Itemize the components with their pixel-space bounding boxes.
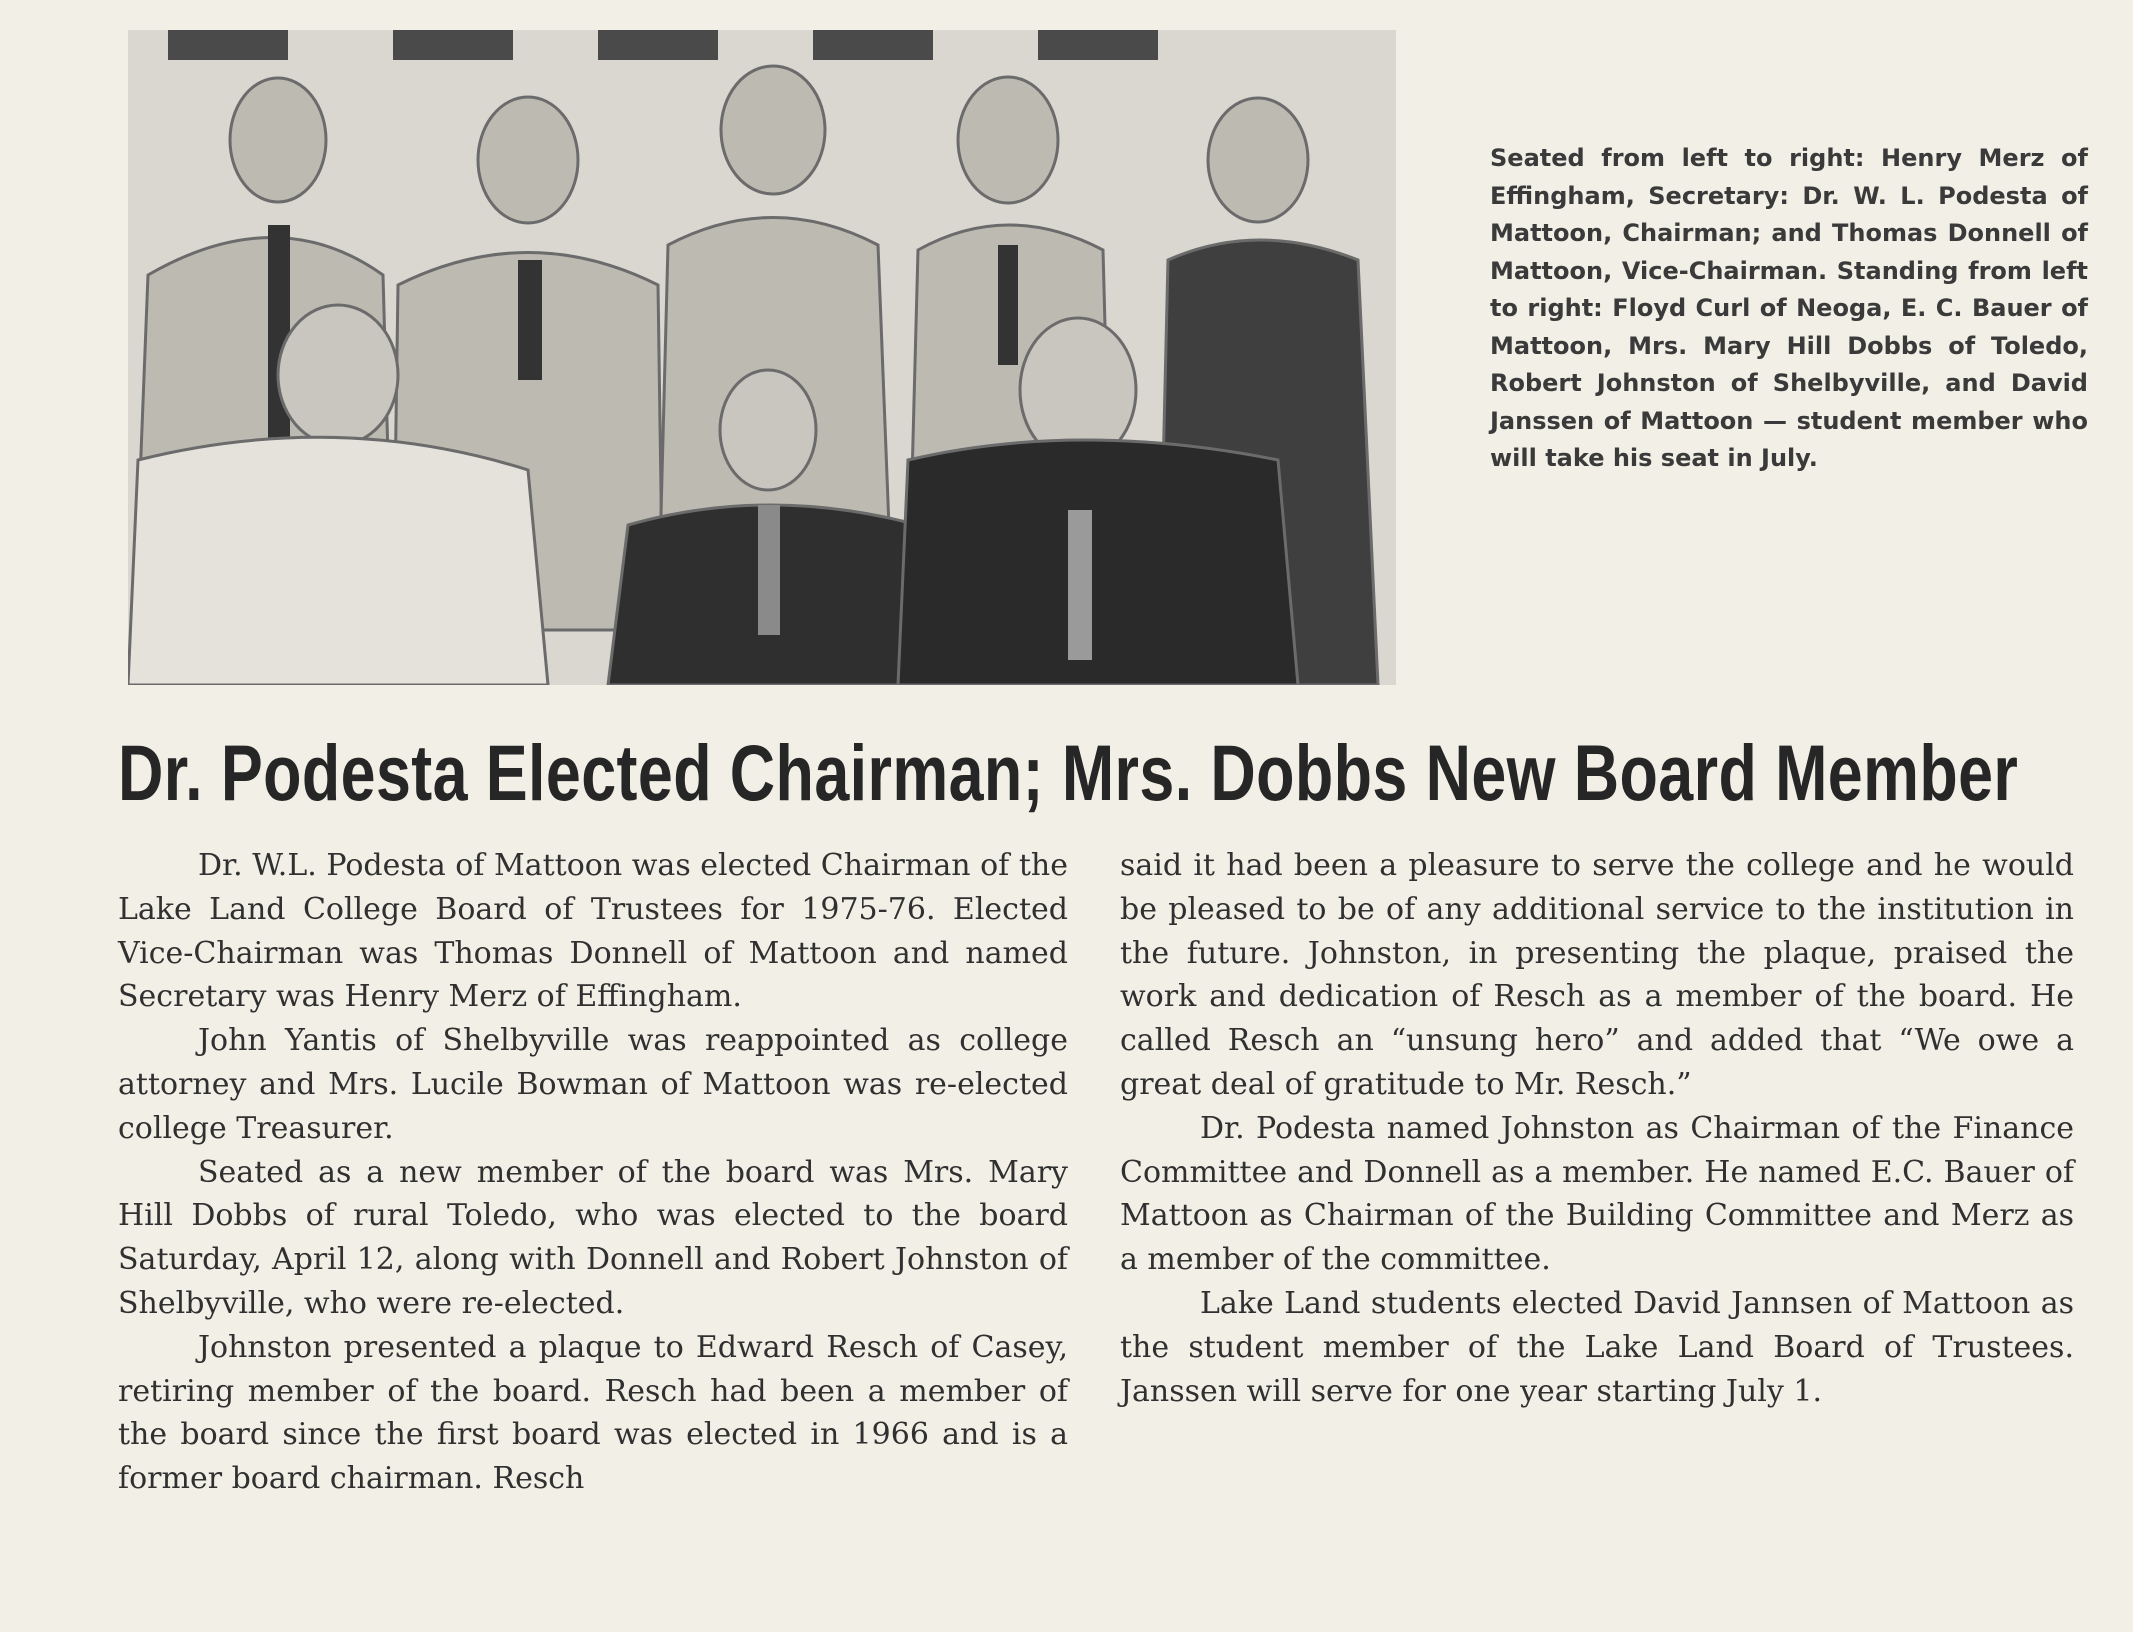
article-paragraph: Dr. Podesta named Johnston as Chairman of the Finance Committee and Donnell as a member. He named E.C. Bauer of Mattoon as Chairman of the Building Committee and Merz as a member of the committee. [1120,1110,2074,1278]
photo-caption [1490,140,2088,478]
article-column-right [1120,844,2074,1413]
group-photo-image [128,30,1396,685]
article-paragraph: John Yantis of Shelbyville was reappointed as college attorney and Mrs. Lucile Bowman of Mattoon was re-elected college Treasurer. [118,1023,1068,1146]
article-paragraph: Dr. W.L. Podesta of Mattoon was elected Chairman of the Lake Land College Board of Trustees for 1975-76. Elected Vice-Chairman was Thomas Donnell of Mattoon and named Secretary was Henry Merz of Effingham. [118,848,1068,1015]
group-photo [128,30,1396,685]
photo-caption-text: Seated from left to right: Henry Merz of Effingham, Secretary: Dr. W. L. Podesta of Mattoon, Chairman; and Thomas Donnell of Mattoon, Vice-Chairman. Standing from left to right: Floyd Curl of Neoga, E. C. Bauer of Mattoon, Mrs. Mary Hill Dobbs of Toledo, Robert Johnston of Shelbyville, and David Janssen of Mattoon — student member who will take his seat in July. [1490,144,2088,472]
article-headline: Dr. Podesta Elected Chairman; Mrs. Dobbs New Board Member [118,728,2019,817]
article-paragraph: Lake Land students elected David Jannsen of Mattoon as the student member of the Lake Land Board of Trustees. Janssen will serve for one year starting July 1. [1120,1285,2074,1409]
article-paragraph: Johnston presented a plaque to Edward Resch of Casey, retiring member of the board. Resch had been a member of the board since the first board was elected in 1966 and is a former board chairman. Resch [118,1329,1068,1497]
article-column-left [118,844,1068,1501]
article-paragraph-continued: said it had been a pleasure to serve the college and he would be pleased to be of any additional service to the institution in the future. Johnston, in presenting the plaque, praised the work and dedication of Resch as a member of the board. He called Resch an “unsung hero” and added that “We owe a great deal of gratitude to Mr. Resch.” [1120,848,2074,1102]
article-paragraph: Seated as a new member of the board was Mrs. Mary Hill Dobbs of rural Toledo, who was elected to the board Saturday, April 12, along with Donnell and Robert Johnston of Shelbyville, who were re-elected. [118,1154,1068,1321]
